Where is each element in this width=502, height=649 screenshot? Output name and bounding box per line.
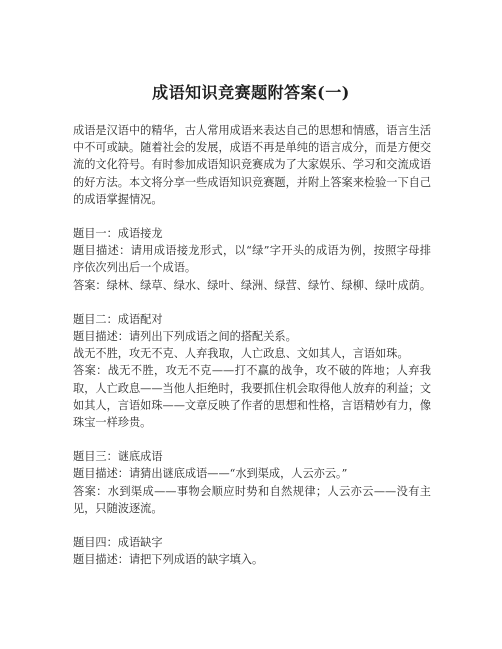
question-section-1 bbox=[73, 225, 431, 294]
question-description: 题目描述：请把下列成语的缺字填入。 bbox=[73, 553, 264, 567]
question-list: 战无不胜，攻无不克、人弃我取，人亡政息、文如其人，言语如珠。 bbox=[73, 347, 409, 361]
question-description: 题目描述：请猜出谜底成语——“水到渠成，人云亦云。” bbox=[73, 467, 348, 481]
question-heading: 题目四：成语缺字 bbox=[73, 536, 163, 550]
question-heading: 题目一：成语接龙 bbox=[73, 227, 163, 241]
question-heading: 题目三：谜底成语 bbox=[73, 450, 163, 464]
question-section-4 bbox=[73, 534, 431, 568]
document-body bbox=[73, 122, 431, 568]
question-answer: 答案：绿林、绿草、绿水、绿叶、绿洲、绿营、绿竹、绿柳、绿叶成荫。 bbox=[73, 278, 432, 292]
question-heading: 题目二：成语配对 bbox=[73, 312, 163, 326]
question-description: 题目描述：请用成语接龙形式，以“绿”字开头的成语为例，按照字母排序依次列出后一个成语。 bbox=[73, 244, 431, 275]
page-title: 成语知识竞赛题附答案(一) bbox=[152, 83, 350, 102]
question-section-3 bbox=[73, 448, 431, 517]
question-answer: 答案：战无不胜，攻无不克——打不赢的战争，攻不破的阵地；人弃我取，人亡政息——当他人拒绝时，我要抓住机会取得他人放弃的利益；文如其人，言语如珠——文章反映了作者的思想和性格，言语精妙有力，像珠宝一样珍贵。 bbox=[73, 364, 432, 430]
question-description: 题目描述：请列出下列成语之间的搭配关系。 bbox=[73, 330, 297, 344]
question-section-2 bbox=[73, 311, 431, 431]
question-answer: 答案：水到渠成——事物会顺应时势和自然规律；人云亦云——没有主见，只随波逐流。 bbox=[73, 484, 431, 515]
intro-paragraph: 成语是汉语中的精华，古人常用成语来表达自己的思想和情感，语言生活中不可或缺。随着社会的发展，成语不再是单纯的语言成分，而是方便交流的文化符号。有时参加成语知识竞赛成为了大家娱乐、学习和交流成语的好方法。本文将分享一些成语知识竞赛题，并附上答案来检验一下自己的成语掌握情况。 bbox=[73, 124, 432, 206]
